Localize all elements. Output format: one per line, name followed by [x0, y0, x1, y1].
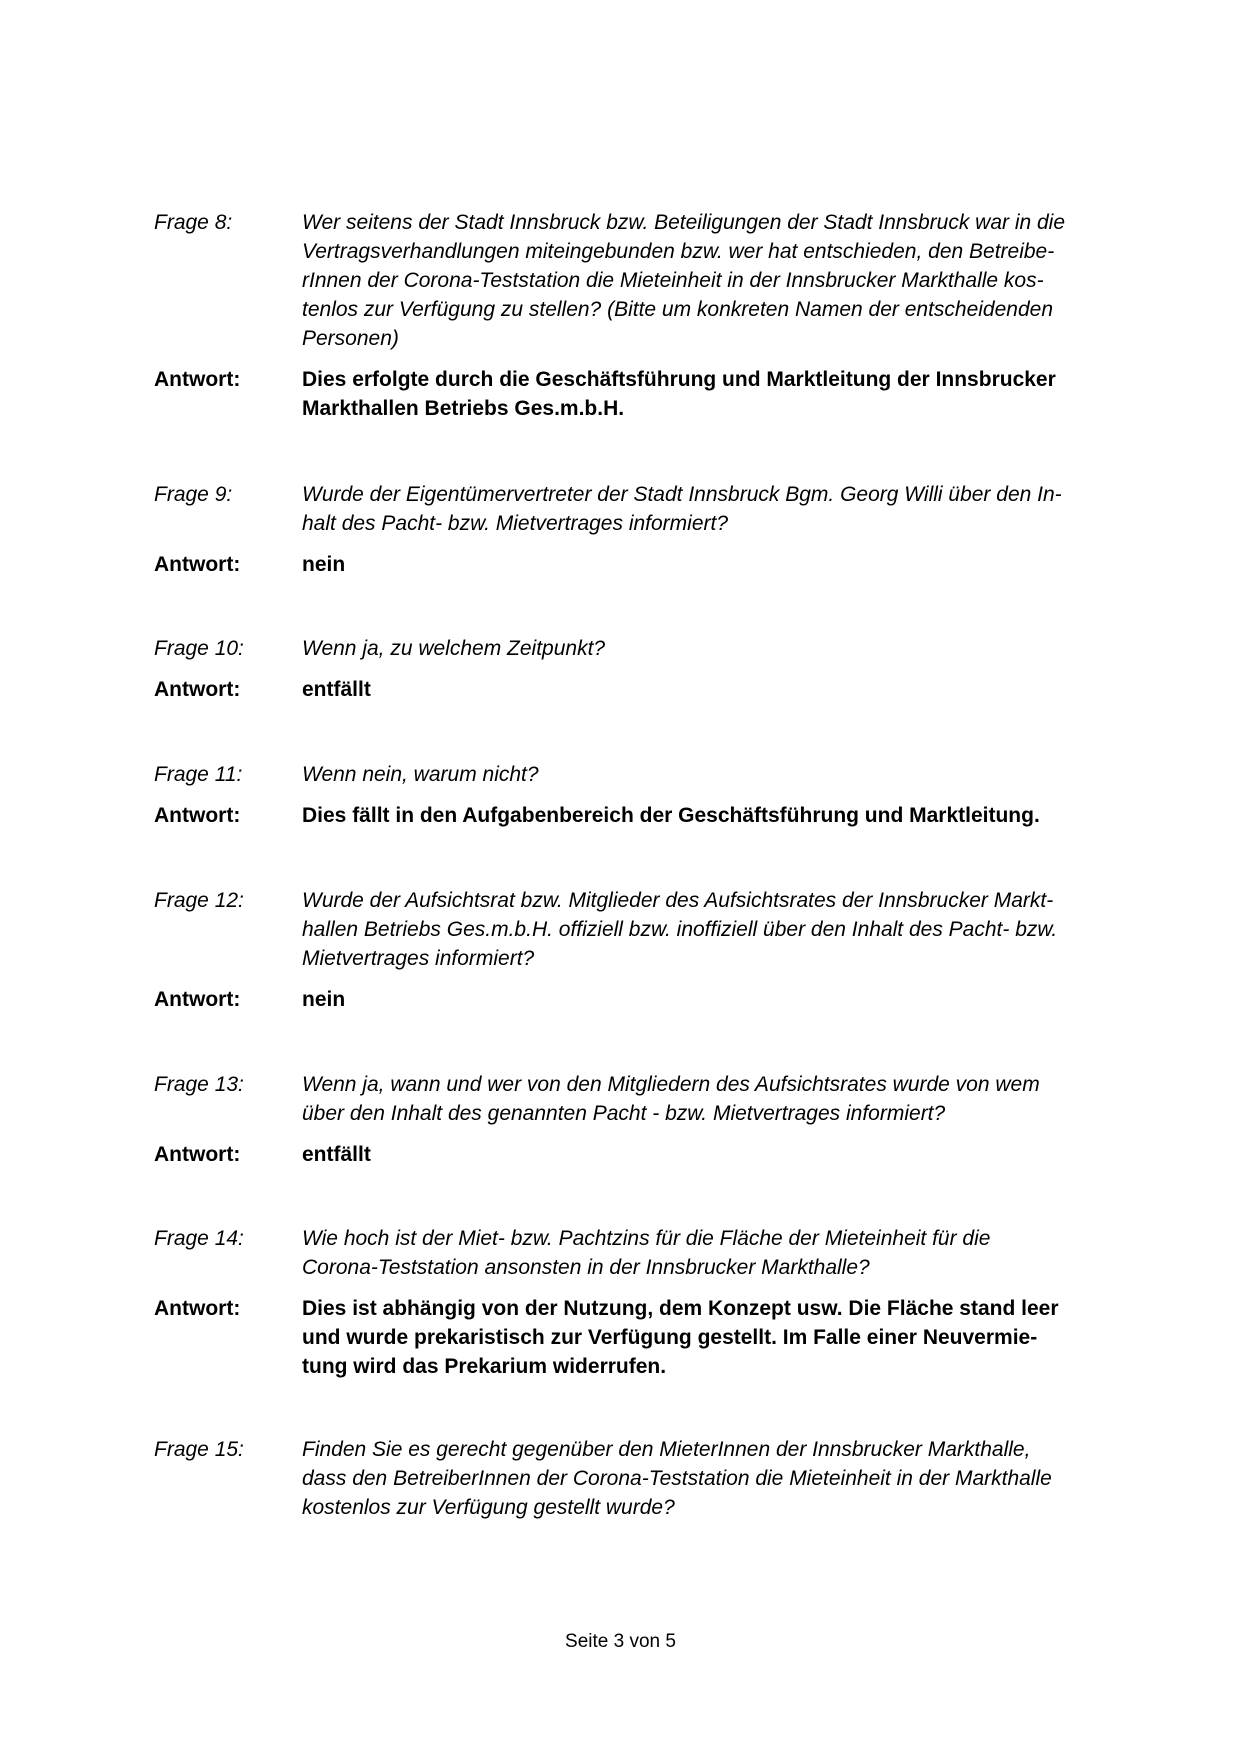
question-label: Frage 9: — [154, 483, 233, 506]
answer-row — [154, 1140, 1144, 1169]
answer-row — [154, 985, 1144, 1014]
answer-text: entfällt — [302, 678, 371, 701]
question-text: Wer seitens der Stadt Innsbruck bzw. Beteiligungen der Stadt Innsbruck war in die Vertragsverhandlungen miteingebunden bzw. wer hat entschieden, den Betreibe- rInnen der Corona-Teststation die Mieteinheit in der Innsbrucker Markthalle kos- tenlos zur Verfügung zu stellen? (Bitte um konkreten Namen der entscheidenden Personen) — [302, 211, 1066, 350]
question-text: Wurde der Eigentümervertreter der Stadt Innsbruck Bgm. Georg Willi über den In- halt des Pacht- bzw. Mietvertrages informiert? — [302, 483, 1062, 535]
answer-row — [154, 801, 1144, 830]
question-label: Frage 12: — [154, 889, 244, 912]
qa-block-13 — [154, 1070, 1144, 1169]
page-number: Seite 3 von 5 — [565, 1631, 676, 1652]
qa-block-10 — [154, 634, 1144, 704]
answer-label: Antwort: — [154, 678, 241, 701]
question-row — [154, 634, 1144, 663]
answer-row — [154, 1294, 1144, 1381]
question-label: Frage 8: — [154, 211, 233, 234]
answer-label: Antwort: — [154, 804, 241, 827]
answer-label: Antwort: — [154, 1297, 241, 1320]
answer-text: nein — [302, 988, 346, 1011]
qa-block-14 — [154, 1224, 1144, 1381]
question-text: Wurde der Aufsichtsrat bzw. Mitglieder des Aufsichtsrates der Innsbrucker Markt- hallen Betriebs Ges.m.b.H. offiziell bzw. inoffiziell über den Inhalt des Pacht- bzw. Mietvertrages informiert? — [302, 889, 1058, 970]
question-row — [154, 1070, 1144, 1128]
answer-text: entfällt — [302, 1143, 371, 1166]
question-label: Frage 15: — [154, 1438, 244, 1461]
answer-row — [154, 550, 1144, 579]
question-row — [154, 886, 1144, 973]
answer-label: Antwort: — [154, 553, 241, 576]
answer-text: nein — [302, 553, 346, 576]
question-label: Frage 11: — [154, 763, 243, 786]
question-text: Wenn nein, warum nicht? — [302, 763, 539, 786]
question-text: Wenn ja, zu welchem Zeitpunkt? — [302, 637, 606, 660]
question-row — [154, 760, 1144, 789]
question-text: Wenn ja, wann und wer von den Mitgliedern des Aufsichtsrates wurde von wem über den Inhalt des genannten Pacht - bzw. Mietvertrages informiert? — [302, 1073, 1040, 1125]
question-label: Frage 10: — [154, 637, 244, 660]
qa-block-11 — [154, 760, 1144, 830]
qa-block-12 — [154, 886, 1144, 1014]
answer-label: Antwort: — [154, 1143, 241, 1166]
question-row — [154, 1224, 1144, 1282]
answer-label: Antwort: — [154, 368, 241, 391]
answer-row — [154, 675, 1144, 704]
qa-block-15 — [154, 1435, 1144, 1522]
question-text: Wie hoch ist der Miet- bzw. Pachtzins für die Fläche der Mieteinheit für die Corona-Teststation ansonsten in der Innsbrucker Markthalle? — [302, 1227, 991, 1279]
question-row — [154, 1435, 1144, 1522]
question-row — [154, 480, 1144, 538]
answer-text: Dies erfolgte durch die Geschäftsführung und Marktleitung der Innsbrucker Markthallen Betriebs Ges.m.b.H. — [302, 368, 1056, 420]
question-label: Frage 13: — [154, 1073, 244, 1096]
answer-label: Antwort: — [154, 988, 241, 1011]
qa-block-8 — [154, 208, 1144, 423]
question-row — [154, 208, 1144, 353]
answer-text: Dies fällt in den Aufgabenbereich der Geschäftsführung und Marktleitung. — [302, 804, 1040, 827]
question-label: Frage 14: — [154, 1227, 244, 1250]
question-text: Finden Sie es gerecht gegenüber den MieterInnen der Innsbrucker Markthalle, dass den BetreiberInnen der Corona-Teststation die Mieteinheit in der Markthalle kostenlos zur Verfügung gestellt wurde? — [302, 1438, 1052, 1519]
answer-row — [154, 365, 1144, 423]
qa-block-9 — [154, 480, 1144, 579]
answer-text: Dies ist abhängig von der Nutzung, dem Konzept usw. Die Fläche stand leer und wurde prekaristisch zur Verfügung gestellt. Im Falle einer Neuvermie- tung wird das Prekarium widerrufen. — [302, 1297, 1059, 1378]
